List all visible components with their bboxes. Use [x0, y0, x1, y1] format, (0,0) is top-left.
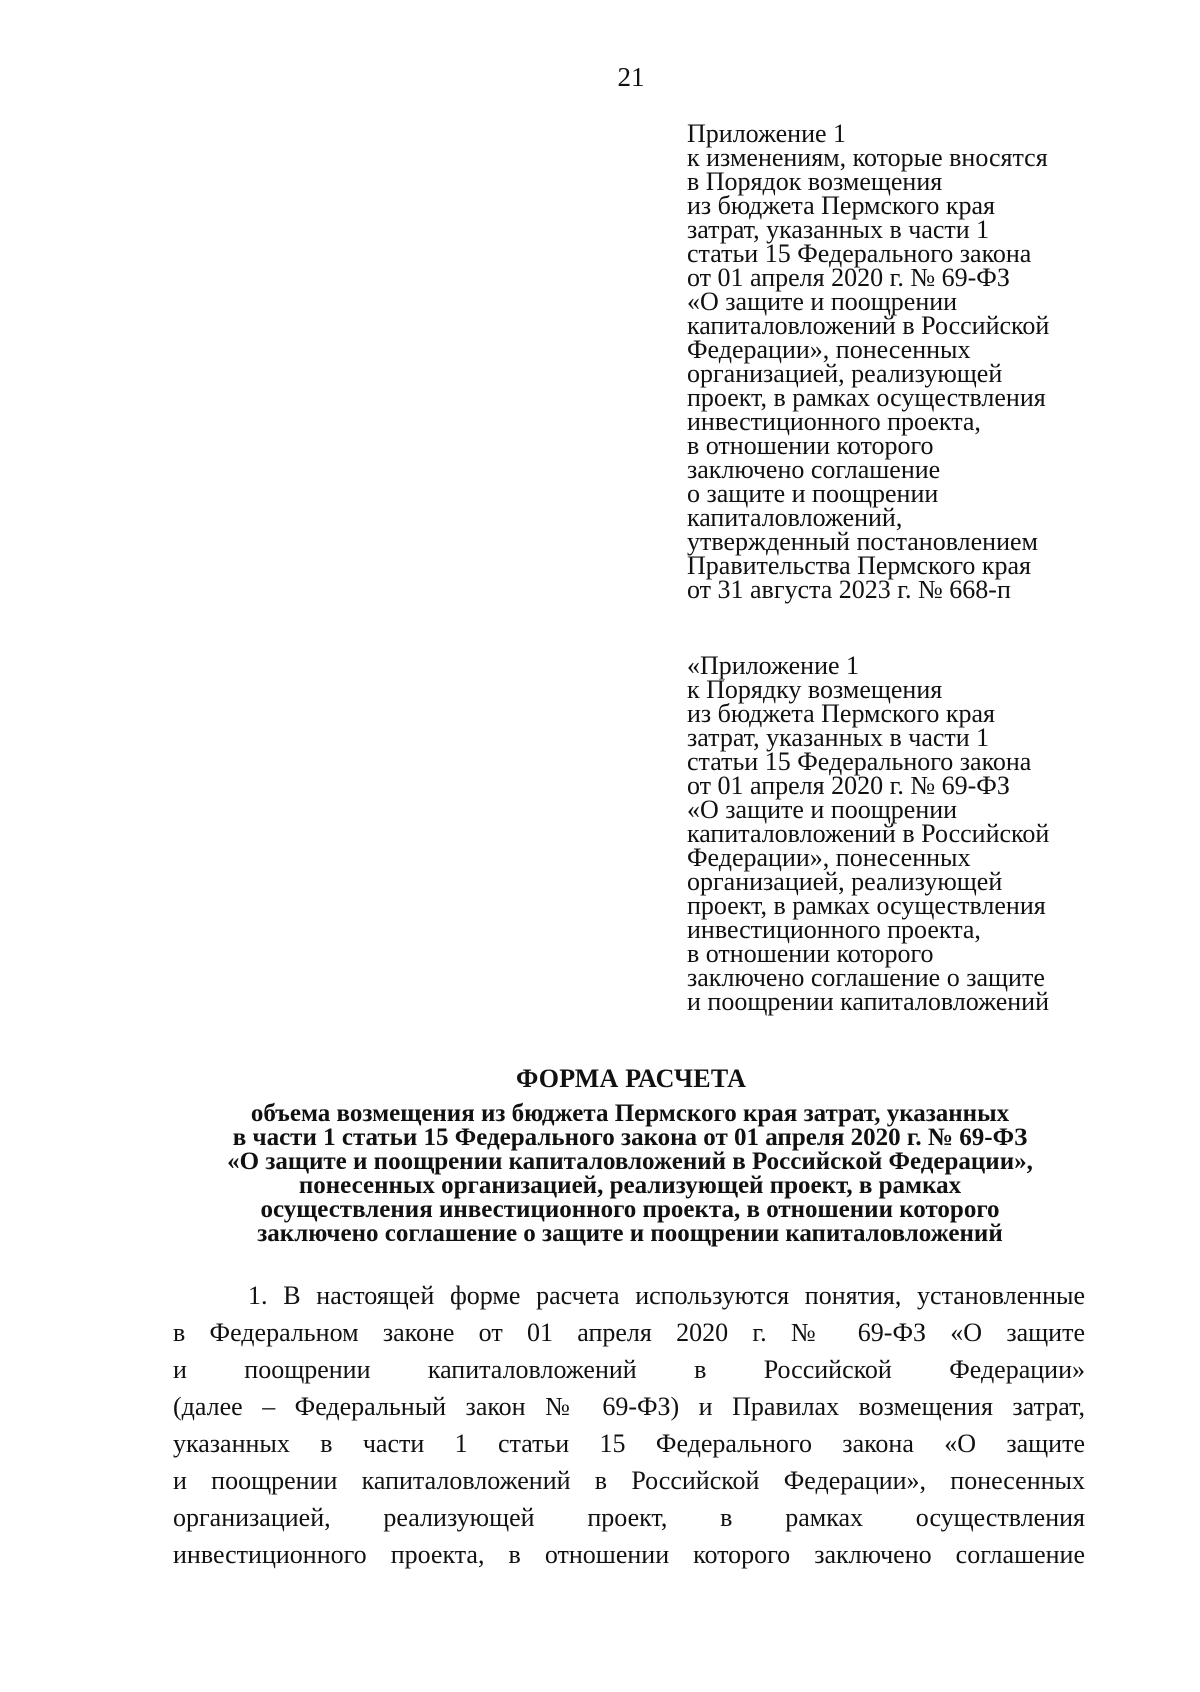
appendix-1-line: от 31 августа 2023 г. № 668-п — [687, 575, 1011, 604]
appendix-1-line: о защите и поощрении — [687, 479, 939, 508]
appendix-2-line: заключено соглашение о защите — [687, 963, 1045, 992]
appendix-1-line: в Порядок возмещения — [687, 167, 943, 196]
appendix-2-line: капиталовложений в Российской — [687, 819, 1050, 848]
appendix-2-line: затрат, указанных в части 1 — [687, 723, 990, 752]
appendix-1-line: от 01 апреля 2020 г. № 69-ФЗ — [687, 263, 1010, 292]
appendix-1-header — [687, 119, 1107, 604]
appendix-1-line: утвержденный постановлением — [687, 527, 1038, 556]
form-subtitle-line: понесенных организацией, реализующей проект, в рамках — [298, 1172, 962, 1199]
form-subtitle-line: заключено соглашение о защите и поощрении капиталовложений — [257, 1220, 1003, 1247]
appendix-1-line: «О защите и поощрении — [687, 287, 958, 316]
body-paragraph — [173, 1277, 1085, 1573]
form-subtitle-line: в части 1 статьи 15 Федерального закона от 01 апреля 2020 г. № 69-ФЗ — [232, 1124, 1028, 1151]
appendix-1-line: капиталовложений в Российской — [687, 311, 1050, 340]
form-subtitle-line: осуществления инвестиционного проекта, в отношении которого — [260, 1196, 1000, 1223]
page-number: 21 — [617, 62, 645, 92]
body-line: инвестиционного проекта, в отношении которого заключено соглашение — [173, 1540, 1085, 1569]
appendix-1-line: капиталовложений, — [687, 503, 903, 532]
appendix-2-line: от 01 апреля 2020 г. № 69-ФЗ — [687, 771, 1010, 800]
appendix-1-line: проект, в рамках осуществления — [687, 383, 1046, 412]
body-line: указанных в части 1 статьи 15 Федерального закона «О защите — [173, 1429, 1085, 1458]
appendix-2-line: «Приложение 1 — [687, 651, 860, 680]
appendix-1-line: статьи 15 Федерального закона — [687, 239, 1032, 268]
appendix-2-line: и поощрении капиталовложений — [687, 987, 1049, 1016]
appendix-1-line: в отношении которого — [687, 431, 934, 460]
appendix-1-line: затрат, указанных в части 1 — [687, 215, 990, 244]
appendix-2-header — [687, 651, 1107, 1016]
appendix-1-line: Приложение 1 — [687, 119, 847, 148]
body-line: в Федеральном законе от 01 апреля 2020 г. № 69-ФЗ «О защите — [173, 1318, 1085, 1347]
appendix-1-line: Правительства Пермского края — [687, 551, 1031, 580]
body-line: и поощрении капиталовложений в Российской Федерации», понесенных — [173, 1466, 1085, 1495]
appendix-2-line: Федерации», понесенных — [687, 843, 971, 872]
appendix-1-line: организацией, реализующей — [687, 359, 1003, 388]
appendix-1-line: Федерации», понесенных — [687, 335, 971, 364]
appendix-1-line: к изменениям, которые вносятся — [687, 143, 1048, 172]
body-line: 1. В настоящей форме расчета используются понятия, установленные — [248, 1281, 1085, 1310]
appendix-2-line: из бюджета Пермского края — [687, 699, 996, 728]
appendix-2-line: статьи 15 Федерального закона — [687, 747, 1032, 776]
appendix-2-line: организацией, реализующей — [687, 867, 1003, 896]
form-subtitle-line: объема возмещения из бюджета Пермского края затрат, указанных — [250, 1100, 1010, 1127]
appendix-2-line: проект, в рамках осуществления — [687, 891, 1046, 920]
appendix-1-line: инвестиционного проекта, — [687, 407, 981, 436]
appendix-2-line: «О защите и поощрении — [687, 795, 958, 824]
form-title: ФОРМА РАСЧЕТА — [515, 1064, 747, 1093]
appendix-2-line: инвестиционного проекта, — [687, 915, 981, 944]
appendix-2-line: к Порядку возмещения — [687, 675, 943, 704]
body-line: и поощрении капиталовложений в Российской Федерации» — [173, 1355, 1085, 1384]
form-subtitle-line: «О защите и поощрении капиталовложений в Российской Федерации», — [227, 1148, 1033, 1175]
body-line: организацией, реализующей проект, в рамках осуществления — [173, 1503, 1085, 1532]
appendix-2-line: в отношении которого — [687, 939, 934, 968]
body-line: (далее – Федеральный закон № 69-ФЗ) и Правилах возмещения затрат, — [173, 1392, 1085, 1421]
appendix-1-line: заключено соглашение — [687, 455, 941, 484]
appendix-1-line: из бюджета Пермского края — [687, 191, 996, 220]
form-subtitle — [160, 1102, 1100, 1246]
